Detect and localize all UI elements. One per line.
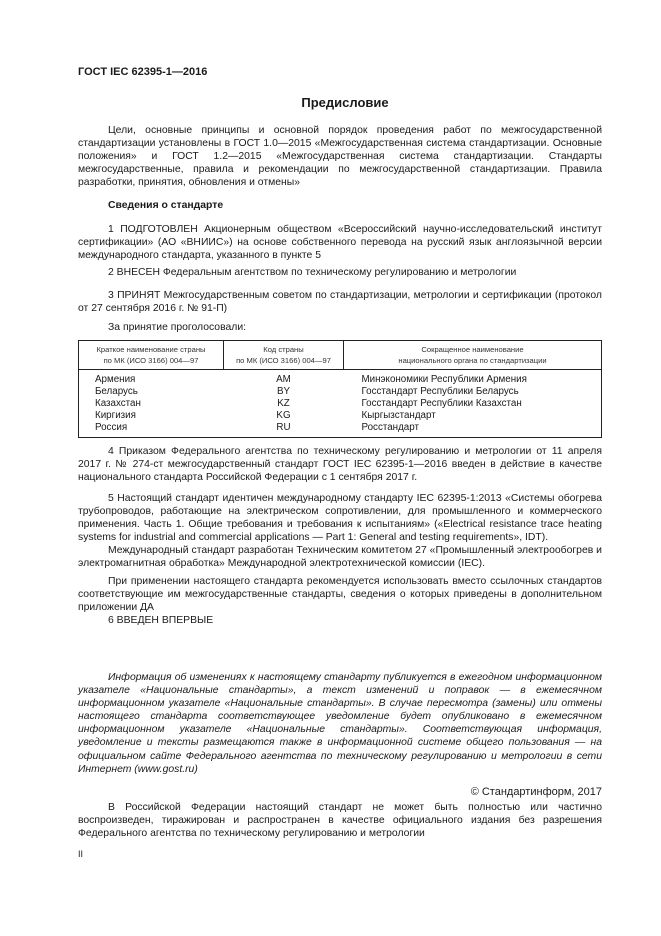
- table-row: [79, 370, 602, 387]
- table-row: [79, 410, 602, 422]
- item-5: 5 Настоящий стандарт идентичен международному стандарту IEC 62395-1:2013 «Системы обогрева трубопроводов, работающие на электрическом сопротивлении, для промышленного и коммерческого применения. Часть 1. Общие требования и требования к испытаниям» («Electrical resistance trace heating systems for industrial and commercial applications — Part 1: General and testing requirements», IDT).: [78, 493, 602, 544]
- voting-table: [78, 340, 602, 438]
- table-header-code: [224, 341, 344, 370]
- country-cell: Армения: [95, 374, 136, 385]
- table-header-country: [79, 341, 224, 370]
- vote-label: За принятие проголосовали:: [108, 322, 247, 333]
- intro-paragraph: Цели, основные принципы и основной порядок проведения работ по межгосударственной стандартизации установлены в ГОСТ 1.0—2015 «Межгосударственная система стандартизации. Основные положения» и ГОСТ 1.2—2015 «Межгосударственная система стандартизации. Стандарты межгосударственные, правила и рекомендации по межгосударственной стандартизации. Правила разработки, принятия, обновления и отмены»: [78, 125, 602, 189]
- header-line: Код страны: [263, 345, 304, 354]
- header-line: Сокращенное наименование: [421, 345, 524, 354]
- code-cell: RU: [224, 422, 344, 438]
- header-line: по МК (ИСО 3166) 004—97: [236, 356, 331, 365]
- code-cell: KG: [276, 410, 291, 421]
- page-title: Предисловие: [301, 95, 389, 110]
- country-cell: Казахстан: [95, 398, 141, 409]
- country-cell: Россия: [79, 422, 224, 438]
- item-6: 6 ВВЕДЕН ВПЕРВЫЕ: [108, 615, 214, 626]
- copyright: © Стандартинформ, 2017: [470, 786, 602, 798]
- table-header-body: [344, 341, 602, 370]
- table-row: [79, 422, 602, 438]
- change-notice: Информация об изменениях к настоящему стандарту публикуется в ежегодном информационном указателе «Национальные стандарты», а текст изменений и поправок — в ежемесячном информационном указателе «Национальные стандарты». В случае пересмотра (замены) или отмены настоящего стандарта соответствующее уведомление будет опубликовано в ежемесячном информационном указателе «Национальные стандарты». Соответствующая информация, уведомление и тексты размещаются также в информационной системе общего пользования — на официальном сайте Федерального агентства по техническому регулированию и метрологии в сети Интернет (www.gost.ru): [78, 672, 602, 775]
- code-cell: AM: [276, 374, 291, 385]
- body-cell: Госстандарт Республики Беларусь: [361, 386, 519, 397]
- item-4: 4 Приказом Федерального агентства по техническому регулированию и метрологии от 11 апреля 2017 г. № 274-ст межгосударственный стандарт ГОСТ IEC 62395-1—2016 введен в действие в качестве национального стандарта Российской Федерации с 1 сентября 2017 г.: [78, 446, 602, 484]
- body-cell: Кыргызстандарт: [361, 410, 436, 421]
- section-subtitle: Сведения о стандарте: [108, 200, 224, 211]
- table-row: [79, 398, 602, 410]
- country-cell: Беларусь: [95, 386, 138, 397]
- page-number: II: [78, 849, 84, 859]
- code-cell: BY: [276, 386, 291, 397]
- item-1: 1 ПОДГОТОВЛЕН Акционерным обществом «Всероссийский научно-исследовательский институт сертификации» (АО «ВНИИС») на основе собственного перевода на русский язык англоязычной версии международного стандарта, указанного в пункте 5: [78, 224, 602, 262]
- document-header: ГОСТ IEC 62395-1—2016: [78, 66, 208, 78]
- item-5-committee: Международный стандарт разработан Техническим комитетом 27 «Промышленный электрообогрев и электромагнитная обработка» Международной электротехнической комиссии (IEC).: [78, 545, 602, 570]
- table-header-row: [79, 341, 602, 370]
- item-5-references: При применении настоящего стандарта рекомендуется использовать вместо ссылочных стандартов соответствующие им межгосударственные стандарты, сведения о которых приведены в дополнительном приложении ДА: [78, 575, 602, 613]
- country-cell: Киргизия: [95, 410, 136, 421]
- item-3: 3 ПРИНЯТ Межгосударственным советом по стандартизации, метрологии и сертификации (протокол от 27 сентября 2016 г. № 91-П): [78, 290, 602, 315]
- header-line: по МК (ИСО 3166) 004—97: [103, 356, 199, 365]
- header-line: Краткое наименование страны: [96, 345, 206, 354]
- code-cell: KZ: [277, 398, 290, 409]
- body-cell: Госстандарт Республики Казахстан: [361, 398, 522, 409]
- body-cell: Минэкономики Республики Армения: [361, 374, 527, 385]
- table-row: [79, 386, 602, 398]
- item-2: 2 ВНЕСЕН Федеральным агентством по техническому регулированию и метрологии: [108, 267, 517, 278]
- rights-statement: В Российской Федерации настоящий стандарт не может быть полностью или частично воспроизведен, тиражирован и распространен в качестве официального издания без разрешения Федерального агентства по техническому регулированию и метрологии: [78, 802, 602, 840]
- header-line: национального органа по стандартизации: [398, 356, 547, 365]
- body-cell: Росстандарт: [344, 422, 602, 438]
